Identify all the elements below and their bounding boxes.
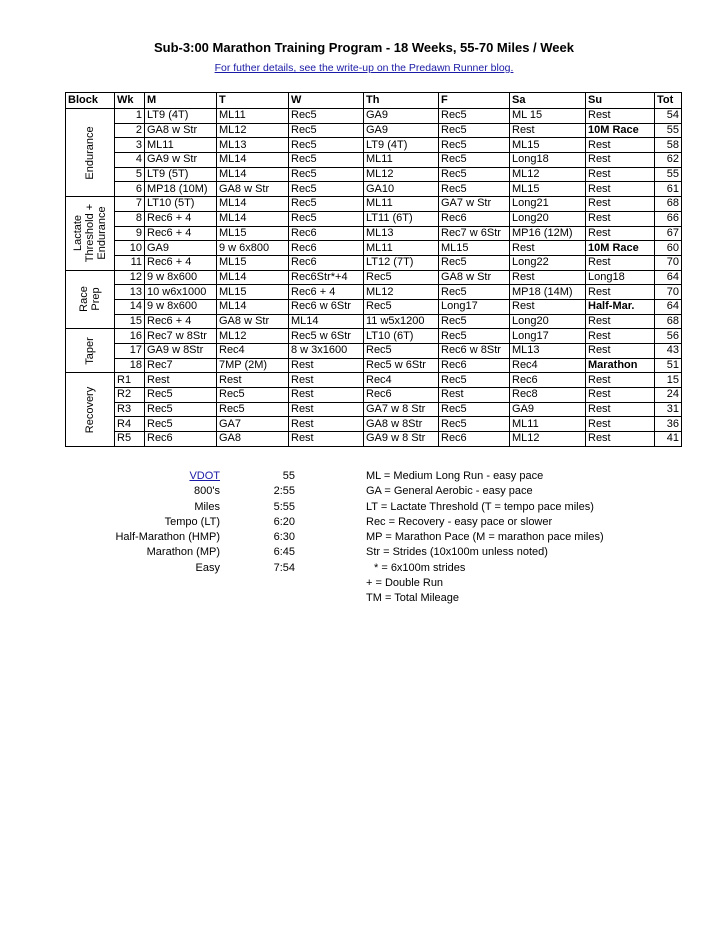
column-header: M	[145, 93, 217, 109]
weekly-total: 31	[655, 402, 682, 417]
workout-cell-su: Rest	[586, 226, 655, 241]
workout-cell-m: Rec6 + 4	[145, 255, 217, 270]
workout-cell-t: ML14	[217, 167, 289, 182]
workout-cell-t: Rec5	[217, 402, 289, 417]
workout-cell-t: 9 w 6x800	[217, 241, 289, 256]
workout-cell-w: ML14	[289, 314, 364, 329]
workout-cell-w: Rec5	[289, 123, 364, 138]
pace-row	[95, 530, 295, 545]
workout-cell-w: Rec6Str*+4	[289, 270, 364, 285]
legend-item: Str = Strides (10x100m unless noted)	[366, 546, 548, 559]
workout-cell-t: ML14	[217, 299, 289, 314]
workout-cell-f: Rec6 w 8Str	[439, 344, 510, 359]
workout-cell-t: ML14	[217, 197, 289, 212]
workout-cell-m: Rec6 + 4	[145, 226, 217, 241]
weekly-total: 36	[655, 417, 682, 432]
pace-table	[95, 469, 295, 576]
workout-cell-th: GA9	[364, 123, 439, 138]
table-row	[66, 417, 682, 432]
pace-row	[95, 545, 295, 560]
legend-item: MP = Marathon Pace (M = marathon pace miles)	[366, 531, 604, 544]
workout-cell-t: GA8 w Str	[217, 314, 289, 329]
workout-cell-f: Rec5	[439, 153, 510, 168]
workout-cell-m: Rec6 + 4	[145, 211, 217, 226]
weekly-total: 24	[655, 388, 682, 403]
workout-cell-su: Marathon	[586, 358, 655, 373]
workout-cell-t: GA8 w Str	[217, 182, 289, 197]
pace-value: 6:45	[273, 546, 295, 559]
workout-cell-w: Rec6	[289, 255, 364, 270]
workout-cell-sa: Long22	[510, 255, 586, 270]
workout-cell-sa: ML15	[510, 182, 586, 197]
workout-cell-sa: Long20	[510, 314, 586, 329]
pace-row	[95, 515, 295, 530]
workout-cell-m: Rec7 w 8Str	[145, 329, 217, 344]
weekly-total: 70	[655, 285, 682, 300]
workout-cell-m: Rest	[145, 373, 217, 388]
workout-cell-f: ML15	[439, 241, 510, 256]
block-label-cell	[66, 197, 115, 270]
workout-cell-f: Rec5	[439, 109, 510, 124]
workout-cell-su: Rest	[586, 285, 655, 300]
weekly-total: 60	[655, 241, 682, 256]
workout-cell-w: Rec5 w 6Str	[289, 329, 364, 344]
table-row	[66, 211, 682, 226]
workout-cell-w: Rec6 w 6Str	[289, 299, 364, 314]
column-header: Block	[66, 93, 115, 109]
workout-cell-th: GA10	[364, 182, 439, 197]
abbreviation-legend	[366, 469, 604, 607]
week-number: 18	[115, 358, 145, 373]
legend-item: Rec = Recovery - easy pace or slower	[366, 515, 553, 528]
workout-cell-w: Rest	[289, 417, 364, 432]
workout-cell-w: Rest	[289, 373, 364, 388]
workout-cell-sa: Rest	[510, 123, 586, 138]
workout-cell-su: Half-Mar.	[586, 299, 655, 314]
weekly-total: 15	[655, 373, 682, 388]
workout-cell-su: Rest	[586, 329, 655, 344]
week-number: R1	[115, 373, 145, 388]
workout-cell-th: LT12 (7T)	[364, 255, 439, 270]
pace-label: Miles	[194, 500, 220, 513]
workout-cell-w: Rec6	[289, 226, 364, 241]
workout-cell-su: Rest	[586, 373, 655, 388]
weekly-total: 51	[655, 358, 682, 373]
workout-cell-th: ML12	[364, 167, 439, 182]
workout-cell-su: Rest	[586, 153, 655, 168]
block-label	[78, 287, 102, 313]
block-label-cell	[66, 329, 115, 373]
workout-cell-w: Rest	[289, 388, 364, 403]
workout-cell-t: ML15	[217, 255, 289, 270]
workout-cell-f: GA7 w Str	[439, 197, 510, 212]
workout-cell-t: ML15	[217, 285, 289, 300]
workout-cell-f: Rec5	[439, 314, 510, 329]
workout-cell-su: Long18	[586, 270, 655, 285]
table-row	[66, 197, 682, 212]
weekly-total: 62	[655, 153, 682, 168]
workout-cell-w: Rest	[289, 432, 364, 447]
week-number: 15	[115, 314, 145, 329]
workout-cell-f: Rec5	[439, 329, 510, 344]
legend-item: * = 6x100m strides	[374, 561, 466, 574]
workout-cell-f: Rec5	[439, 417, 510, 432]
workout-cell-su: Rest	[586, 109, 655, 124]
block-label	[72, 204, 108, 262]
workout-cell-su: Rest	[586, 167, 655, 182]
legend-item: ML = Medium Long Run - easy pace	[366, 470, 544, 482]
workout-cell-sa: Rec4	[510, 358, 586, 373]
workout-cell-f: Rec5	[439, 123, 510, 138]
workout-cell-m: GA9	[145, 241, 217, 256]
week-number: 7	[115, 197, 145, 212]
workout-cell-f: Rec7 w 6Str	[439, 226, 510, 241]
workout-cell-f: Long17	[439, 299, 510, 314]
pace-value: 6:20	[273, 515, 295, 528]
workout-cell-t: 7MP (2M)	[217, 358, 289, 373]
workout-cell-th: ML12	[364, 285, 439, 300]
workout-cell-t: GA7	[217, 417, 289, 432]
workout-cell-th: Rec5	[364, 344, 439, 359]
table-row	[66, 329, 682, 344]
workout-cell-m: 9 w 8x600	[145, 299, 217, 314]
block-label-cell	[66, 373, 115, 446]
workout-cell-f: GA8 w Str	[439, 270, 510, 285]
workout-cell-m: GA8 w Str	[145, 123, 217, 138]
block-label-line: Prep	[90, 287, 102, 312]
workout-cell-th: LT9 (4T)	[364, 138, 439, 153]
workout-cell-su: Rest	[586, 255, 655, 270]
weekly-total: 56	[655, 329, 682, 344]
weekly-total: 66	[655, 211, 682, 226]
blog-link[interactable]: For futher details, see the write-up on the Predawn Runner blog.	[214, 62, 514, 74]
workout-cell-w: 8 w 3x1600	[289, 344, 364, 359]
workout-cell-sa: ML13	[510, 344, 586, 359]
workout-cell-w: Rec6 + 4	[289, 285, 364, 300]
workout-cell-th: GA9 w 8 Str	[364, 432, 439, 447]
block-label-cell	[66, 270, 115, 329]
workout-cell-m: Rec5	[145, 402, 217, 417]
weekly-total: 43	[655, 344, 682, 359]
workout-cell-sa: Rest	[510, 270, 586, 285]
block-label-line: Threshold +	[84, 204, 96, 263]
workout-cell-su: Rest	[586, 314, 655, 329]
workout-cell-sa: MP16 (12M)	[510, 226, 586, 241]
workout-cell-m: Rec6 + 4	[145, 314, 217, 329]
workout-cell-f: Rec5	[439, 167, 510, 182]
weekly-total: 55	[655, 123, 682, 138]
workout-cell-w: Rec5	[289, 138, 364, 153]
workout-cell-sa: Rec6	[510, 373, 586, 388]
workout-cell-th: ML11	[364, 241, 439, 256]
legend-item: + = Double Run	[366, 577, 444, 590]
week-number: 13	[115, 285, 145, 300]
week-number: 8	[115, 211, 145, 226]
workout-cell-th: ML13	[364, 226, 439, 241]
workout-cell-m: MP18 (10M)	[145, 182, 217, 197]
workout-cell-f: Rec5	[439, 138, 510, 153]
pace-row	[95, 500, 295, 515]
table-body	[66, 109, 682, 447]
week-number: 1	[115, 109, 145, 124]
pace-label: Half-Marathon (HMP)	[115, 531, 220, 544]
pace-label: Easy	[195, 561, 220, 574]
workout-cell-f: Rec6	[439, 211, 510, 226]
workout-cell-f: Rec5	[439, 285, 510, 300]
table-row	[66, 241, 682, 256]
weekly-total: 68	[655, 197, 682, 212]
workout-cell-m: LT10 (5T)	[145, 197, 217, 212]
week-number: R3	[115, 402, 145, 417]
workout-cell-w: Rec5	[289, 182, 364, 197]
workout-cell-th: LT11 (6T)	[364, 211, 439, 226]
workout-cell-m: GA9 w 8Str	[145, 344, 217, 359]
workout-cell-f: Rec6	[439, 432, 510, 447]
pace-value: 6:30	[273, 531, 295, 544]
workout-cell-sa: ML15	[510, 138, 586, 153]
workout-cell-sa: Long18	[510, 153, 586, 168]
workout-cell-su: Rest	[586, 402, 655, 417]
pace-value: 2:55	[273, 485, 295, 498]
workout-cell-sa: ML11	[510, 417, 586, 432]
column-header: Sa	[510, 93, 586, 109]
weekly-total: 68	[655, 314, 682, 329]
training-schedule-table	[65, 92, 682, 447]
block-label: Taper	[84, 337, 96, 365]
week-number: 4	[115, 153, 145, 168]
column-header: Wk	[115, 93, 145, 109]
workout-cell-th: ML11	[364, 197, 439, 212]
workout-cell-th: LT10 (6T)	[364, 329, 439, 344]
column-header: W	[289, 93, 364, 109]
workout-cell-m: 9 w 8x600	[145, 270, 217, 285]
workout-cell-th: Rec4	[364, 373, 439, 388]
table-row	[66, 255, 682, 270]
workout-cell-su: 10M Race	[586, 241, 655, 256]
weekly-total: 41	[655, 432, 682, 447]
week-number: 2	[115, 123, 145, 138]
workout-cell-w: Rec5	[289, 167, 364, 182]
column-header: Su	[586, 93, 655, 109]
table-row	[66, 314, 682, 329]
workout-cell-t: ML15	[217, 226, 289, 241]
block-label-line: Endurance	[96, 206, 108, 260]
legend-item: TM = Total Mileage	[366, 592, 460, 605]
table-row	[66, 388, 682, 403]
workout-cell-th: 11 w5x1200	[364, 314, 439, 329]
workout-cell-su: Rest	[586, 344, 655, 359]
workout-cell-w: Rec5	[289, 109, 364, 124]
workout-cell-f: Rec5	[439, 255, 510, 270]
workout-cell-t: ML12	[217, 123, 289, 138]
block-label: Endurance	[84, 125, 96, 180]
workout-cell-sa: Rec8	[510, 388, 586, 403]
page-title: Sub-3:00 Marathon Training Program - 18 Weeks, 55-70 Miles / Week	[154, 40, 574, 55]
table-row	[66, 270, 682, 285]
workout-cell-th: Rec6	[364, 388, 439, 403]
weekly-total: 54	[655, 109, 682, 124]
pace-label: Tempo (LT)	[164, 515, 220, 528]
legend-item: GA = General Aerobic - easy pace	[366, 485, 533, 498]
workout-cell-m: Rec6	[145, 432, 217, 447]
table-row	[66, 167, 682, 182]
workout-cell-t: ML11	[217, 109, 289, 124]
legend-item: LT = Lactate Threshold (T = tempo pace miles)	[366, 500, 594, 513]
workout-cell-m: Rec5	[145, 417, 217, 432]
pace-label: Marathon (MP)	[146, 546, 220, 559]
table-row	[66, 182, 682, 197]
workout-cell-th: Rec5	[364, 299, 439, 314]
workout-cell-f: Rec5	[439, 182, 510, 197]
pace-row	[95, 561, 295, 576]
column-header: T	[217, 93, 289, 109]
weekly-total: 61	[655, 182, 682, 197]
weekly-total: 70	[655, 255, 682, 270]
workout-cell-sa: GA9	[510, 402, 586, 417]
pace-row	[95, 469, 295, 484]
workout-cell-t: Rec5	[217, 388, 289, 403]
workout-cell-su: Rest	[586, 417, 655, 432]
workout-cell-th: Rec5 w 6Str	[364, 358, 439, 373]
table-row	[66, 123, 682, 138]
week-number: 14	[115, 299, 145, 314]
workout-cell-w: Rest	[289, 358, 364, 373]
column-header: Tot	[655, 93, 682, 109]
week-number: 6	[115, 182, 145, 197]
workout-cell-sa: MP18 (14M)	[510, 285, 586, 300]
workout-cell-t: ML14	[217, 211, 289, 226]
table-row	[66, 226, 682, 241]
week-number: 16	[115, 329, 145, 344]
weekly-total: 67	[655, 226, 682, 241]
workout-cell-sa: Rest	[510, 241, 586, 256]
pace-value: 7:54	[273, 561, 295, 574]
workout-cell-w: Rest	[289, 402, 364, 417]
workout-cell-th: GA9	[364, 109, 439, 124]
workout-cell-su: Rest	[586, 388, 655, 403]
workout-cell-t: GA8	[217, 432, 289, 447]
week-number: 17	[115, 344, 145, 359]
workout-cell-m: Rec5	[145, 388, 217, 403]
workout-cell-su: Rest	[586, 211, 655, 226]
workout-cell-t: ML14	[217, 270, 289, 285]
weekly-total: 58	[655, 138, 682, 153]
workout-cell-sa: Long21	[510, 197, 586, 212]
workout-cell-sa: ML12	[510, 167, 586, 182]
week-number: R5	[115, 432, 145, 447]
header-row	[66, 93, 682, 109]
workout-cell-m: GA9 w Str	[145, 153, 217, 168]
workout-cell-su: 10M Race	[586, 123, 655, 138]
table-row	[66, 109, 682, 124]
workout-cell-t: Rest	[217, 373, 289, 388]
column-header: F	[439, 93, 510, 109]
week-number: 10	[115, 241, 145, 256]
workout-cell-sa: Long20	[510, 211, 586, 226]
vdot-link[interactable]: VDOT	[189, 470, 220, 482]
workout-cell-su: Rest	[586, 432, 655, 447]
workout-cell-m: 10 w6x1000	[145, 285, 217, 300]
weekly-total: 55	[655, 167, 682, 182]
block-label: Recovery	[84, 386, 96, 433]
block-label-line: Race	[78, 286, 90, 313]
week-number: 11	[115, 255, 145, 270]
week-number: R2	[115, 388, 145, 403]
table-row	[66, 373, 682, 388]
week-number: 9	[115, 226, 145, 241]
table-row	[66, 432, 682, 447]
table-row	[66, 402, 682, 417]
week-number: R4	[115, 417, 145, 432]
table-row	[66, 285, 682, 300]
workout-cell-t: Rec4	[217, 344, 289, 359]
week-number: 3	[115, 138, 145, 153]
workout-cell-f: Rest	[439, 388, 510, 403]
block-label-line: Lactate	[72, 215, 84, 252]
workout-cell-th: ML11	[364, 153, 439, 168]
block-label-cell	[66, 109, 115, 197]
week-number: 5	[115, 167, 145, 182]
table-row	[66, 153, 682, 168]
pace-row	[95, 484, 295, 499]
workout-cell-f: Rec5	[439, 402, 510, 417]
workout-cell-th: GA8 w 8Str	[364, 417, 439, 432]
workout-cell-su: Rest	[586, 138, 655, 153]
workout-cell-f: Rec5	[439, 373, 510, 388]
table-row	[66, 358, 682, 373]
pace-label: 800's	[194, 485, 220, 498]
workout-cell-m: LT9 (4T)	[145, 109, 217, 124]
weekly-total: 64	[655, 299, 682, 314]
workout-cell-sa: ML12	[510, 432, 586, 447]
weekly-total: 64	[655, 270, 682, 285]
workout-cell-sa: Long17	[510, 329, 586, 344]
workout-cell-t: ML14	[217, 153, 289, 168]
workout-cell-f: Rec6	[439, 358, 510, 373]
week-number: 12	[115, 270, 145, 285]
column-header: Th	[364, 93, 439, 109]
workout-cell-th: Rec5	[364, 270, 439, 285]
pace-value: 5:55	[273, 500, 295, 513]
workout-cell-w: Rec6	[289, 241, 364, 256]
workout-cell-t: ML13	[217, 138, 289, 153]
workout-cell-m: Rec7	[145, 358, 217, 373]
table-row	[66, 138, 682, 153]
workout-cell-t: ML12	[217, 329, 289, 344]
table-row	[66, 344, 682, 359]
workout-cell-su: Rest	[586, 182, 655, 197]
workout-cell-w: Rec5	[289, 197, 364, 212]
workout-cell-w: Rec5	[289, 211, 364, 226]
workout-cell-w: Rec5	[289, 153, 364, 168]
workout-cell-th: GA7 w 8 Str	[364, 402, 439, 417]
pace-value: 55	[282, 470, 295, 482]
workout-cell-m: LT9 (5T)	[145, 167, 217, 182]
table-row	[66, 299, 682, 314]
workout-cell-su: Rest	[586, 197, 655, 212]
workout-cell-sa: ML 15	[510, 109, 586, 124]
workout-cell-m: ML11	[145, 138, 217, 153]
workout-cell-sa: Rest	[510, 299, 586, 314]
